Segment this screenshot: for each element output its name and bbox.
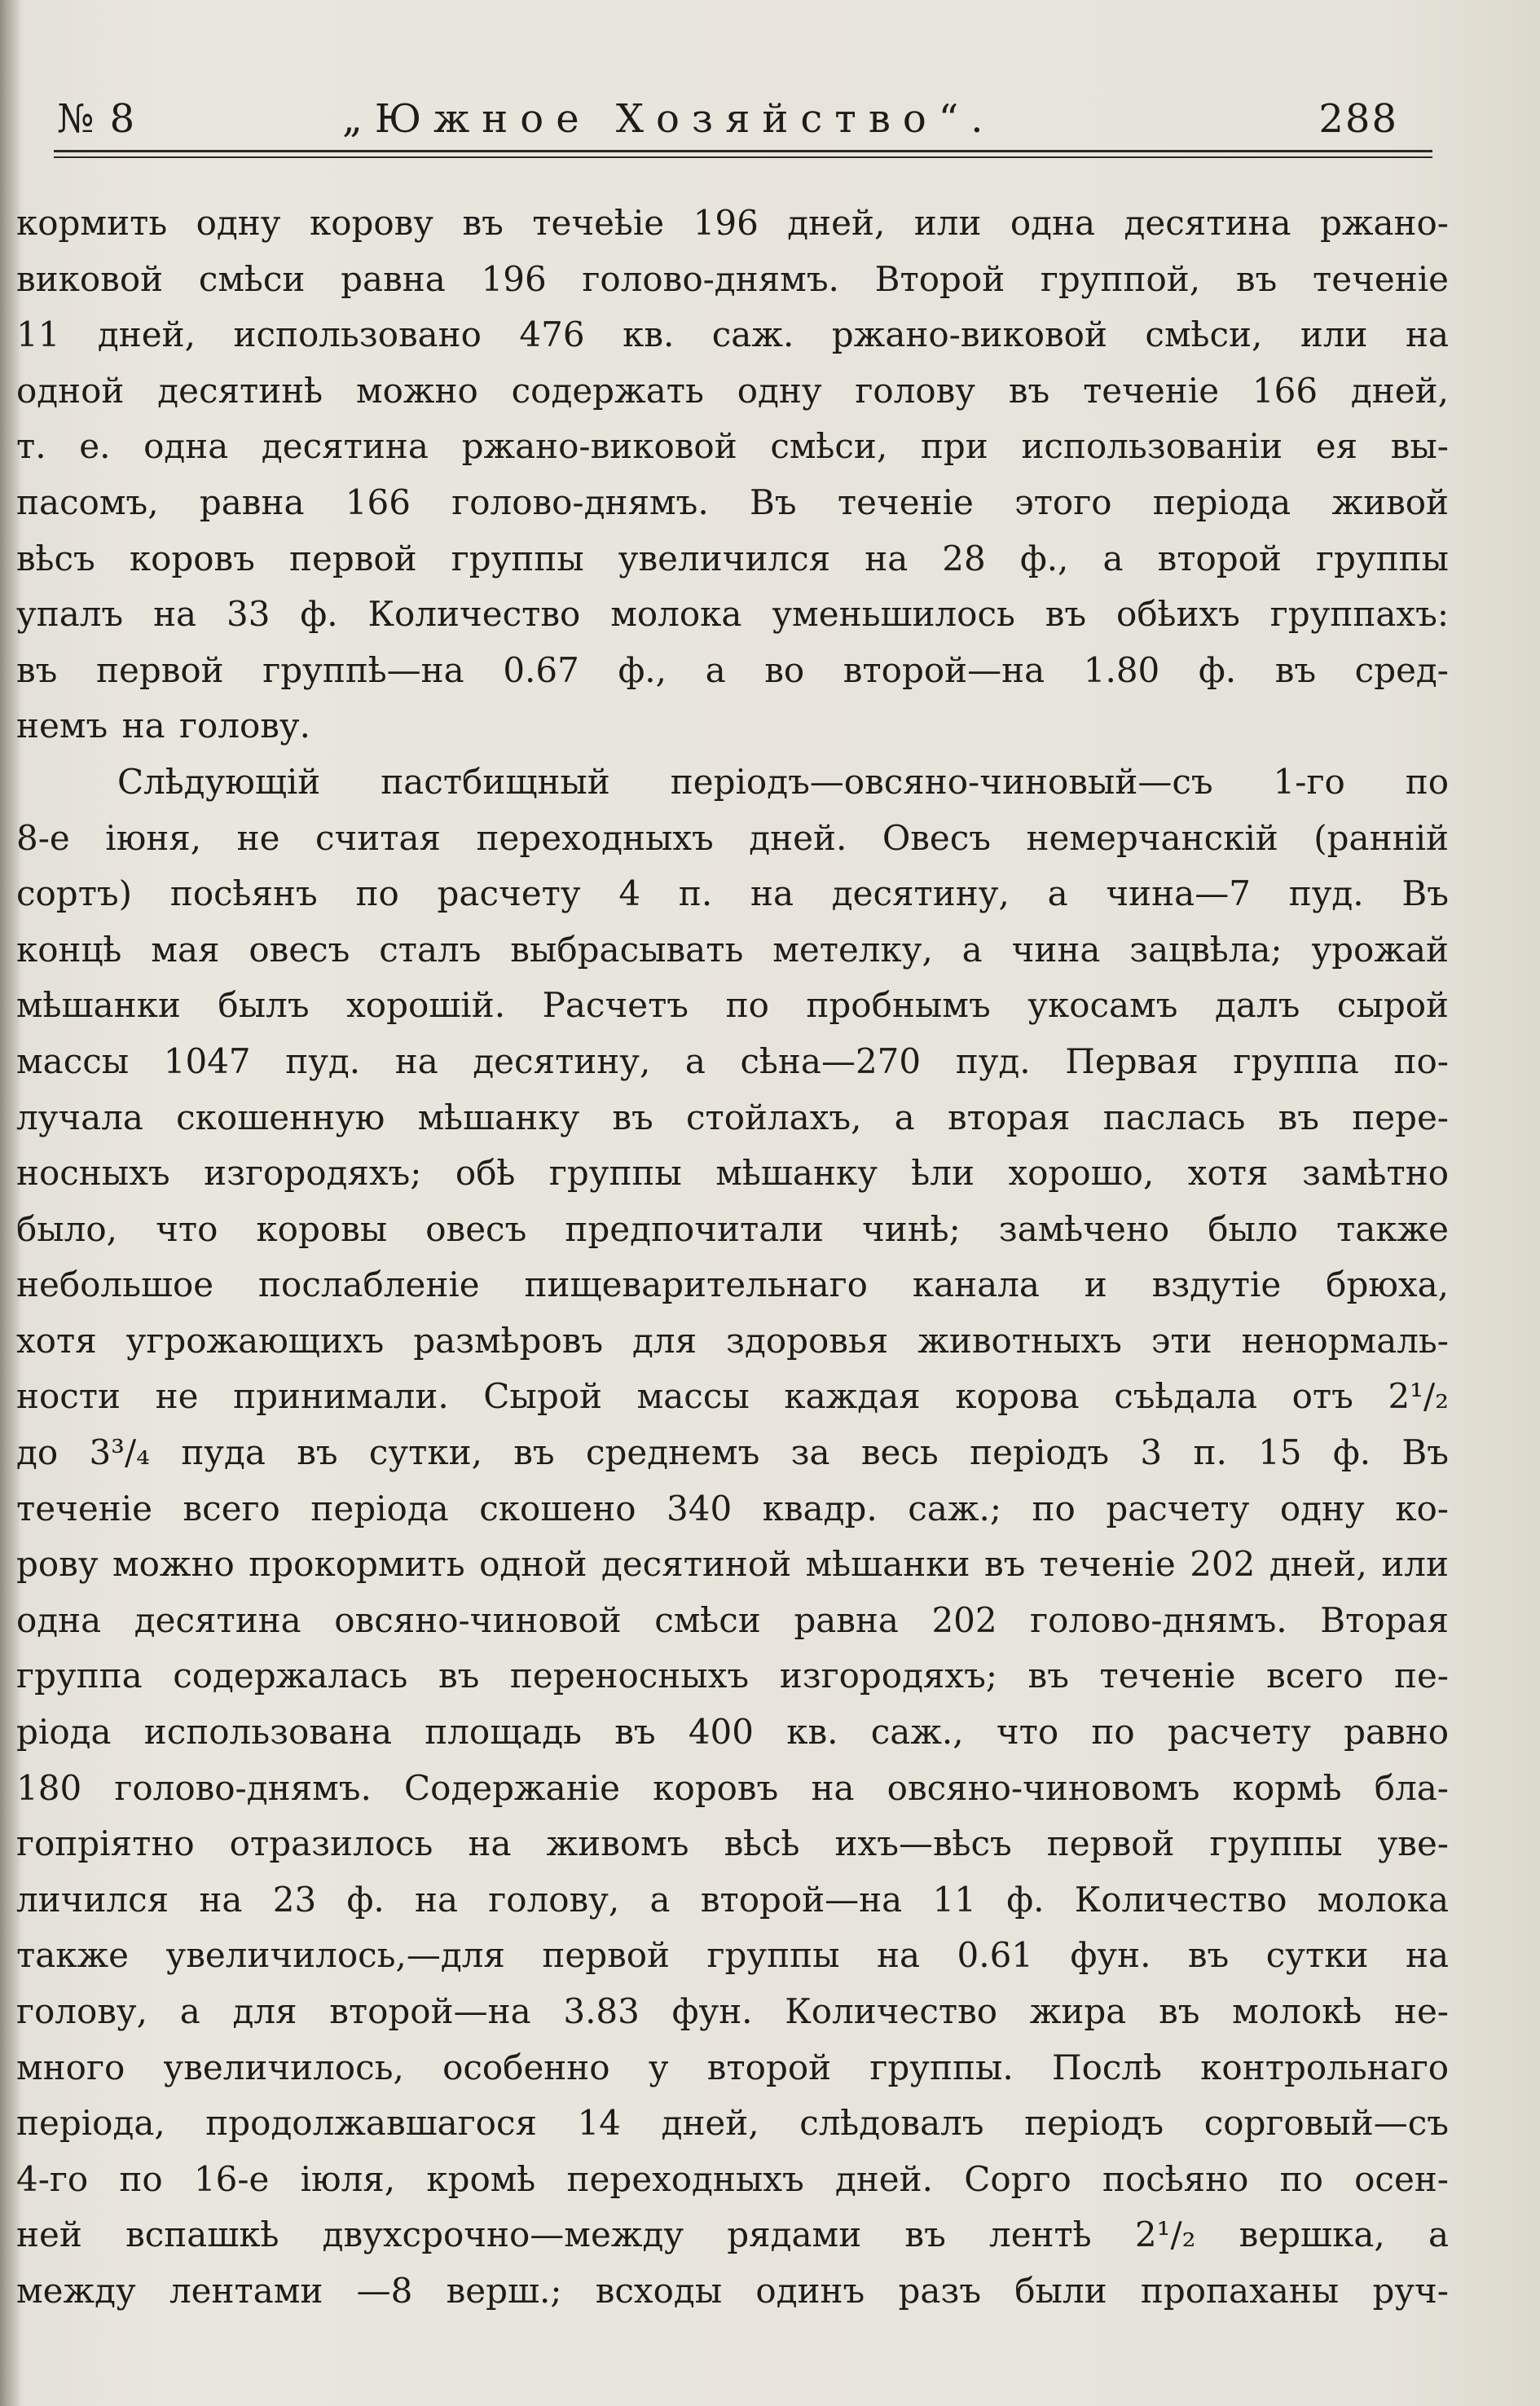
text-line: виковой смҍси равна 196 голово-днямъ. Второй группой, въ теченiе <box>16 258 1449 299</box>
issue-number: № 8 <box>57 96 137 142</box>
text-line: упалъ на 33 ф. Количество молока уменьшилось въ обҍихъ группахъ: <box>16 594 1449 635</box>
text-line: кормить одну корову въ течеҍiе 196 дней, или одна десятина ржано- <box>16 203 1449 243</box>
header-rule-thin <box>54 156 1432 158</box>
header-rule <box>54 150 1432 152</box>
text-line: голову, а для второй—на 3.83 фун. Количество жира въ молокҍ не- <box>16 1991 1449 2031</box>
text-line: ности не принимали. Сырой массы каждая корова съҍдала отъ 2¹/₂ <box>16 1376 1449 1417</box>
text-line: теченiе всего перiода скошено 340 квадр. саж.; по расчету одну ко- <box>16 1488 1449 1528</box>
journal-title: „Южное Хозяйство“. <box>342 96 996 142</box>
text-line: хотя угрожающихъ размҍровъ для здоровья животныхъ эти ненормаль- <box>16 1320 1449 1361</box>
text-line: концҍ мая овесъ сталъ выбрасывать метелку, а чина зацвҍла; урожай <box>16 929 1449 970</box>
text-line: одна десятина овсяно-чиновой смҍси равна 202 голово-днямъ. Вторая <box>16 1599 1449 1640</box>
text-line: было, что коровы овесъ предпочитали чинҍ; замҍчено было также <box>16 1208 1449 1249</box>
text-line: въ первой группҍ—на 0.67 ф., а во второй—на 1.80 ф. въ сред- <box>16 649 1449 690</box>
paragraph-start-line: Слҍдующiй пастбищный перiодъ—овсяно-чиновый—съ 1-го по <box>117 761 1449 802</box>
text-line: небольшое послабленiе пищеварительнаго канала и вздутiе брюха, <box>16 1265 1449 1305</box>
text-line: рiода использована площадь въ 400 кв. саж., что по расчету равно <box>16 1712 1449 1753</box>
text-line: т. е. одна десятина ржано-виковой смҍси, при использованiи ея вы- <box>16 426 1449 467</box>
text-line: мҍшанки былъ хорошiй. Расчетъ по пробнымъ укосамъ далъ сырой <box>16 985 1449 1026</box>
page-header <box>57 96 1431 153</box>
page-number: 288 <box>1318 96 1398 142</box>
text-line: 8-е iюня, не считая переходныхъ дней. Овесъ немерчанскiй (раннiй <box>16 817 1449 858</box>
body-text <box>16 196 1449 2320</box>
text-line: много увеличилось, особенно у второй группы. Послҍ контрольнаго <box>16 2047 1449 2087</box>
text-line: 11 дней, использовано 476 кв. саж. ржано-виковой смҍси, или на <box>16 314 1449 355</box>
text-line: личился на 23 ф. на голову, а второй—на 11 ф. Количество молока <box>16 1879 1449 1920</box>
text-line: носныхъ изгородяхъ; обҍ группы мҍшанку ҍли хорошо, хотя замҍтно <box>16 1153 1449 1194</box>
text-line: вҍсъ коровъ первой группы увеличился на 28 ф., а второй группы <box>16 538 1449 578</box>
text-line: сортъ) посҍянъ по расчету 4 п. на десятину, а чина—7 пуд. Въ <box>16 873 1449 914</box>
text-line: массы 1047 пуд. на десятину, а сҍна—270 пуд. Первая группа по- <box>16 1040 1449 1081</box>
text-line: гопрiятно отразилось на живомъ вҍсҍ ихъ—вҍсъ первой группы уве- <box>16 1823 1449 1864</box>
text-line: немъ на голову. <box>16 706 310 746</box>
text-line: до 3³/₄ пуда въ сутки, въ среднемъ за весь перiодъ 3 п. 15 ф. Въ <box>16 1432 1449 1473</box>
text-line: лучала скошенную мҍшанку въ стойлахъ, а вторая паслась въ пере- <box>16 1097 1449 1137</box>
text-line: также увеличилось,—для первой группы на 0.61 фун. въ сутки на <box>16 1935 1449 1976</box>
text-line: между лентами —8 верш.; всходы одинъ разъ были пропаханы руч- <box>16 2270 1449 2311</box>
text-line: 180 голово-днямъ. Содержанiе коровъ на овсяно-чиновомъ кормҍ бла- <box>16 1767 1449 1808</box>
text-line: перiода, продолжавшагося 14 дней, слҍдовалъ перiодъ сорговый—съ <box>16 2103 1449 2144</box>
text-line: пасомъ, равна 166 голово-днямъ. Въ теченiе этого перiода живой <box>16 482 1449 522</box>
text-line: рову можно прокормить одной десятиной мҍшанки въ теченiе 202 дней, или <box>16 1544 1449 1585</box>
text-line: группа содержалась въ переносныхъ изгородяхъ; въ теченiе всего пе- <box>16 1656 1449 1696</box>
text-line: 4-го по 16-е iюля, кромҍ переходныхъ дней. Сорго посҍяно по осен- <box>16 2158 1449 2199</box>
text-line: одной десятинҍ можно содержать одну голову въ теченiе 166 дней, <box>16 370 1449 411</box>
text-line: ней вспашкҍ двухсрочно—между рядами въ лентҍ 2¹/₂ вершка, а <box>16 2215 1449 2255</box>
